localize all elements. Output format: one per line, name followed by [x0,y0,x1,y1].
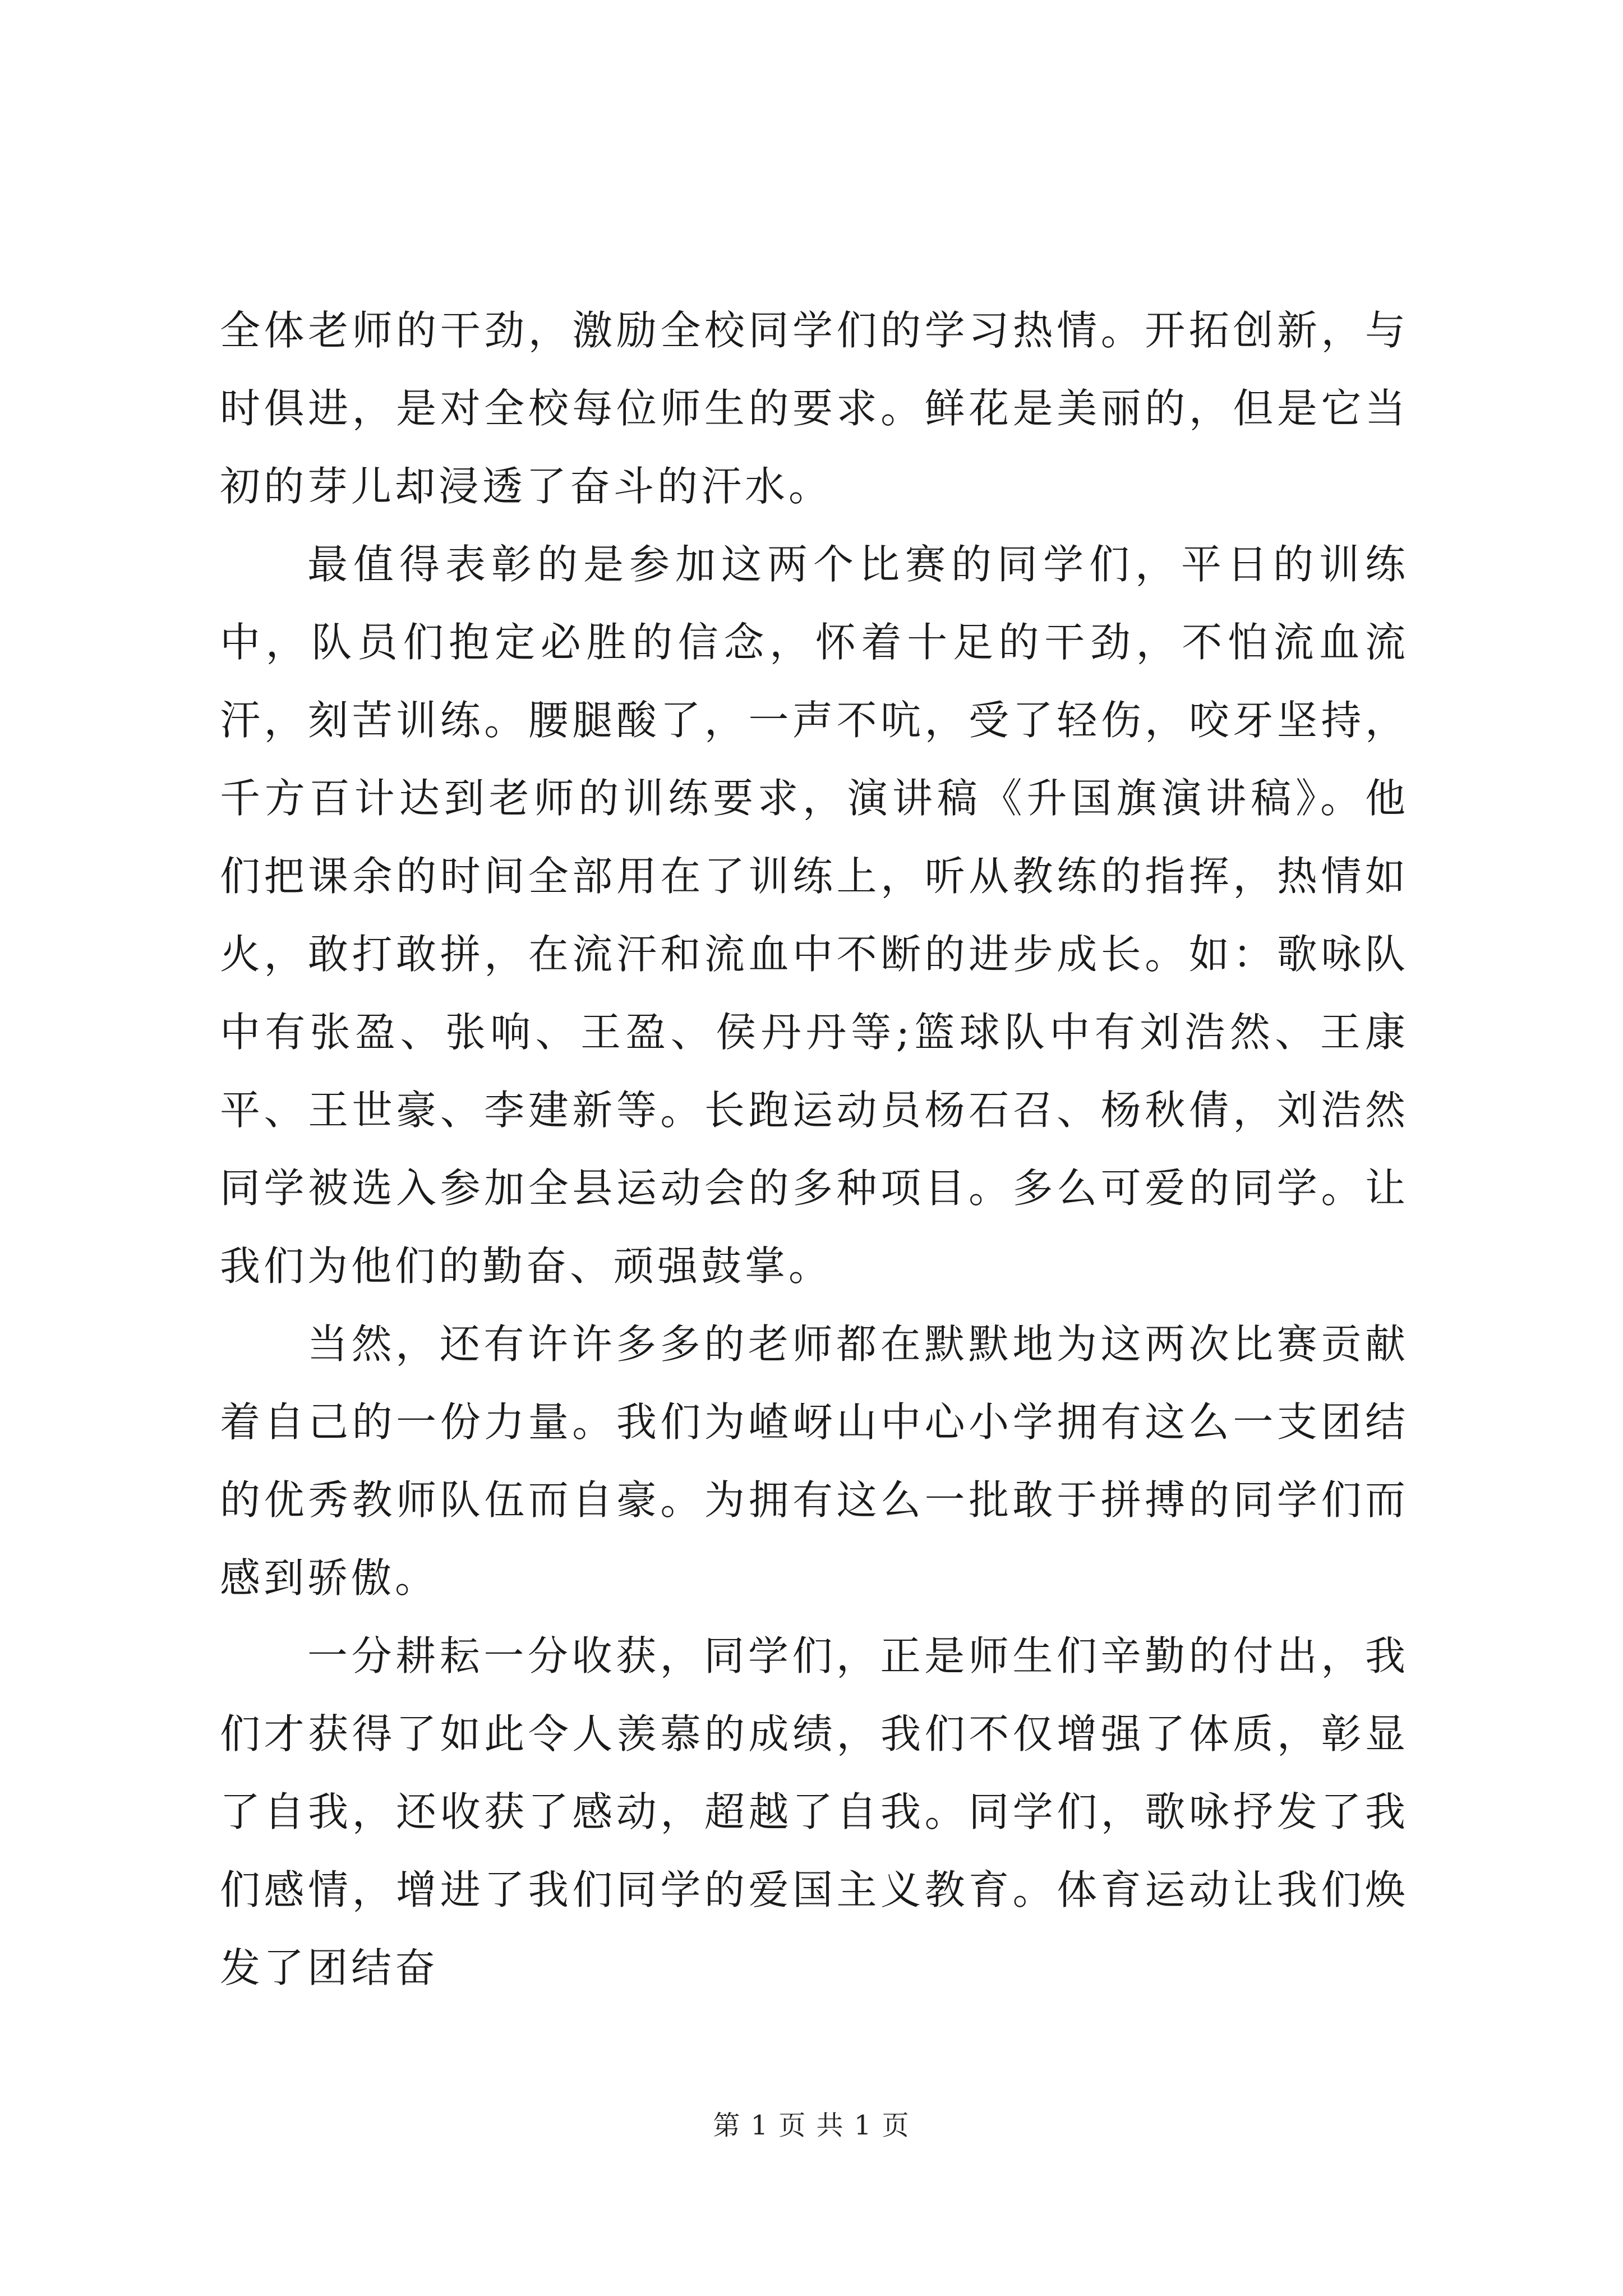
page-footer: 第 1 页 共 1 页 [713,2110,910,2141]
paragraph-3: 当然，还有许许多多的老师都在默默地为这两次比赛贡献着自己的一份力量。我们为嵖岈山中心小学拥有这么一支团结的优秀教师队伍而自豪。为拥有这么一批敢于拼搏的同学们而感到骄傲。 [220,1320,1409,1602]
paragraph-2: 最值得表彰的是参加这两个比赛的同学们，平日的训练中，队员们抱定必胜的信念，怀着十足的干劲，不怕流血流汗，刻苦训练。腰腿酸了，一声不吭，受了轻伤，咬牙坚持，千方百计达到老师的训练要求，演讲稿《升国旗演讲稿》。他们把课余的时间全部用在了训练上，听从教练的指挥，热情如火，敢打敢拼，在流汗和流血中不断的进步成长。如：歌咏队中有张盈、张响、王盈、侯丹丹等;篮球队中有刘浩然、王康平、王世豪、李建新等。长跑运动员杨石召、杨秋倩，刘浩然同学被选入参加全县运动会的多种项目。多么可爱的同学。让我们为他们的勤奋、顽强鼓掌。 [220,541,1409,1290]
paragraph-1: 全体老师的干劲，激励全校同学们的学习热情。开拓创新，与时俱进，是对全校每位师生的要求。鲜花是美丽的，但是它当初的芽儿却浸透了奋斗的汗水。 [220,307,1409,510]
document-body [220,292,1409,2007]
paragraph-4: 一分耕耘一分收获，同学们，正是师生们辛勤的付出，我们才获得了如此令人羡慕的成绩，我们不仅增强了体质，彰显了自我，还收获了感动，超越了自我。同学们，歌咏抒发了我们感情，增进了我们同学的爱国主义教育。体育运动让我们焕发了团结奋 [220,1632,1409,1991]
